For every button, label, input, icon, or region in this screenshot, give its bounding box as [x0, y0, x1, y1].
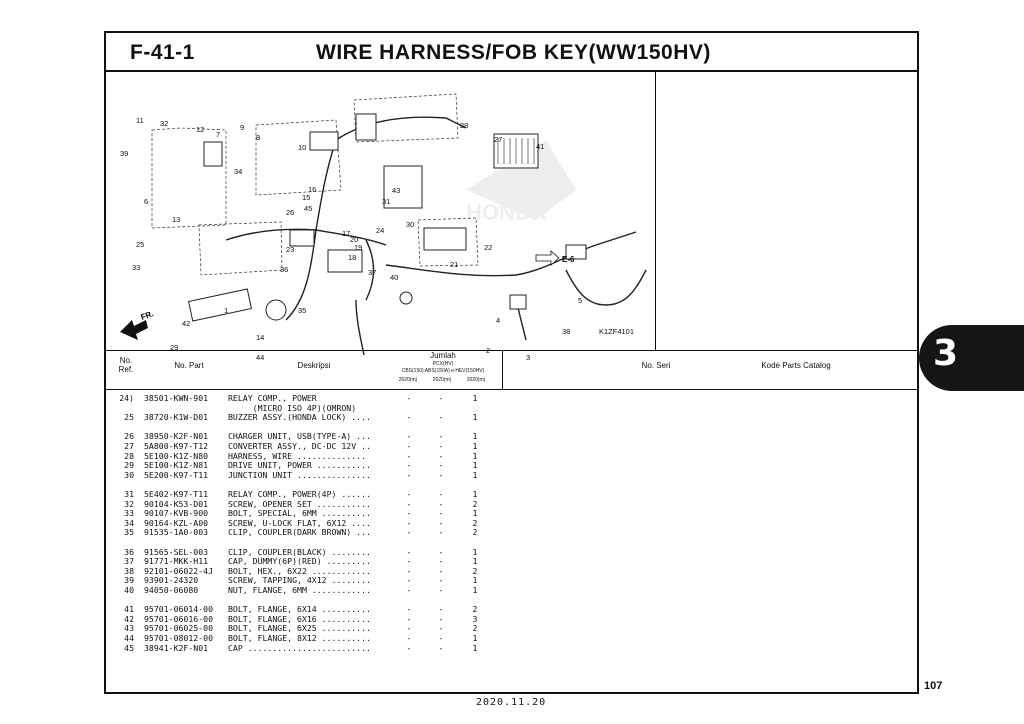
- parts-row: [106, 527, 917, 537]
- header-year-3: 2020(m): [466, 377, 486, 383]
- callout-35: 35: [298, 306, 307, 315]
- part-ref: 31: [124, 489, 134, 499]
- part-number: 94050-06080: [144, 585, 199, 595]
- part-description: RELAY COMP., POWER: [228, 393, 317, 403]
- qty-abs: -: [438, 508, 444, 519]
- qty-cbs: -: [406, 517, 412, 528]
- header-serial: No. Seri: [641, 361, 671, 370]
- part-description: CAP, DUMMY(6P)(RED) .........: [228, 556, 371, 567]
- callout-20: 20: [350, 235, 359, 244]
- part-number: 91771-MKK-H11: [144, 556, 209, 567]
- part-number: 38720-K1W-D01: [144, 412, 209, 423]
- callout-21: 21: [450, 260, 459, 269]
- callout-38: 38: [562, 327, 571, 336]
- parts-row: [106, 403, 917, 413]
- qty-hev: 2: [472, 604, 478, 615]
- qty-cbs: -: [406, 604, 412, 615]
- qty-abs: -: [438, 604, 444, 615]
- callout-2: 2: [486, 346, 491, 355]
- part-number: 95701-06016-00: [144, 613, 214, 624]
- part-number: 5E200-K97-T11: [144, 469, 209, 480]
- parts-table-header: [106, 350, 917, 390]
- part-description: BOLT, HEX., 6X22 ............: [228, 565, 371, 576]
- part-ref: 29: [124, 460, 134, 471]
- callout-34: 34: [234, 167, 243, 176]
- qty-hev: 1: [472, 441, 478, 451]
- part-ref: 27: [124, 441, 134, 451]
- fob-key-case: [310, 132, 338, 150]
- part-ref: 39: [124, 575, 134, 586]
- part-number: 91535-1A0-003: [144, 527, 209, 538]
- callout-7: 7: [216, 130, 221, 139]
- qty-hev: 1: [472, 460, 478, 471]
- part-ref: 36: [124, 546, 134, 557]
- part-ref: 38: [124, 565, 134, 576]
- part-ref: 42: [124, 613, 134, 624]
- qty-hev: 1: [472, 575, 478, 586]
- part-number: 92101-06022-4J: [144, 565, 214, 576]
- relay-7: [204, 142, 222, 166]
- part-ref: 43: [124, 623, 134, 634]
- header-qty-sub: PCX(HV): [432, 361, 454, 367]
- qty-abs: -: [438, 633, 444, 643]
- qty-cbs: -: [406, 450, 412, 461]
- part-ref: 25: [124, 412, 134, 423]
- parts-row: [106, 556, 917, 566]
- qty-cbs: -: [406, 393, 412, 403]
- callout-1: 1: [224, 306, 229, 315]
- qty-cbs: -: [406, 575, 412, 586]
- part-number: 93901-24320: [144, 575, 199, 586]
- diagram-code: K1ZF4101: [599, 327, 635, 336]
- callout-9: 9: [240, 123, 245, 132]
- parts-row: [106, 470, 917, 480]
- front-label: FR.: [139, 309, 155, 322]
- part-number: 90104-K53-D01: [144, 498, 209, 509]
- header-part: No. Part: [174, 361, 204, 370]
- section-tab-number: 3: [933, 333, 959, 374]
- part-description: SCREW, OPENER SET ...........: [228, 498, 371, 509]
- qty-hev: 1: [472, 469, 478, 480]
- parts-row: [106, 393, 917, 403]
- bracket-29: [189, 289, 252, 321]
- svg-text:HONDA: HONDA: [466, 200, 547, 225]
- part-description: BOLT, FLANGE, 6X16 ..........: [228, 613, 371, 624]
- parts-row: [106, 604, 917, 614]
- qty-cbs: -: [406, 585, 412, 595]
- qty-hev: 1: [472, 508, 478, 519]
- part-ref: 45: [124, 642, 134, 653]
- group-box-fob: [256, 120, 341, 195]
- callout-32: 32: [160, 119, 169, 128]
- callout-13: 13: [172, 215, 181, 224]
- part-description: JUNCTION UNIT ...............: [228, 469, 371, 480]
- callout-19: 19: [354, 243, 363, 252]
- part-ref: 37: [124, 556, 134, 567]
- part-ref: 28: [124, 450, 134, 461]
- part-description: BOLT, SPECIAL, 6MM ..........: [228, 508, 371, 519]
- connector-top: [356, 114, 376, 140]
- part-number: 38941-K2F-N01: [144, 642, 209, 653]
- callout-39: 39: [120, 149, 129, 158]
- qty-hev: 1: [472, 450, 478, 461]
- callout-45: 45: [304, 204, 313, 213]
- qty-abs: -: [438, 450, 444, 461]
- header-desc: Deskripsi: [297, 361, 331, 370]
- header-year-1: 2020(m): [398, 377, 418, 383]
- connector-40: [400, 292, 412, 304]
- callout-37: 37: [368, 268, 377, 277]
- qty-abs: -: [438, 393, 444, 403]
- part-number: 38501-KWN-901: [144, 393, 209, 403]
- callout-4: 4: [496, 316, 501, 325]
- qty-abs: -: [438, 460, 444, 471]
- qty-hev: 1: [472, 556, 478, 567]
- callout-18: 18: [348, 253, 357, 262]
- qty-cbs: -: [406, 565, 412, 576]
- callout-27: 27: [494, 135, 503, 144]
- qty-abs: -: [438, 642, 444, 653]
- qty-cbs: -: [406, 623, 412, 634]
- header-year-2: 2020(m): [432, 377, 452, 383]
- qty-cbs: -: [406, 498, 412, 509]
- qty-hev: 3: [472, 613, 478, 624]
- qty-cbs: -: [406, 546, 412, 557]
- part-ref: 41: [124, 604, 134, 615]
- part-ref: 24): [119, 393, 134, 403]
- parts-row: [106, 547, 917, 557]
- part-number: 90107-KVB-900: [144, 508, 209, 519]
- qty-hev: 1: [472, 412, 478, 423]
- part-ref: 26: [124, 431, 134, 442]
- part-ref: 33: [124, 508, 134, 519]
- callout-44: 44: [256, 353, 265, 362]
- header-ref: No. Ref.: [118, 356, 134, 374]
- qty-cbs: -: [406, 613, 412, 624]
- callout-26: 26: [286, 208, 295, 217]
- callout-10: 10: [298, 143, 307, 152]
- qty-hev: 1: [472, 633, 478, 643]
- qty-abs: -: [438, 565, 444, 576]
- figure-id: F-41-1: [130, 41, 195, 64]
- title-row: [106, 33, 917, 72]
- qty-cbs: -: [406, 489, 412, 499]
- blank-panel: [656, 70, 917, 350]
- callout-40: 40: [390, 273, 399, 282]
- parts-row: [106, 441, 917, 451]
- qty-abs: -: [438, 489, 444, 499]
- qty-cbs: -: [406, 642, 412, 653]
- callout-17: 17: [342, 229, 351, 238]
- callout-36: 36: [280, 265, 289, 274]
- parts-row: [106, 518, 917, 528]
- part-number: 95701-06014-00: [144, 604, 214, 615]
- parts-row: [106, 451, 917, 461]
- qty-hev: 1: [472, 431, 478, 442]
- part-description: CLIP, COUPLER(DARK BROWN) ...: [228, 527, 371, 538]
- parts-row: [106, 566, 917, 576]
- qty-hev: 1: [472, 546, 478, 557]
- part-ref: 35: [124, 527, 134, 538]
- callout-24: 24: [376, 226, 385, 235]
- header-qty-variants: CBS(150) ABS(150A) e:HEV(150HV): [401, 368, 485, 374]
- connector-4: [510, 295, 526, 309]
- parts-row: [106, 575, 917, 585]
- callout-22: 22: [484, 243, 493, 252]
- callout-29: 29: [170, 343, 179, 352]
- front-direction-arrow: [120, 309, 155, 340]
- qty-abs: -: [438, 585, 444, 595]
- qty-cbs: -: [406, 460, 412, 471]
- qty-abs: -: [438, 527, 444, 538]
- group-box-lower: [199, 222, 282, 275]
- part-description: CAP .........................: [228, 642, 371, 653]
- part-number: 5A800-K97-T12: [144, 441, 209, 451]
- page-number: 107: [924, 680, 943, 692]
- qty-abs: -: [438, 556, 444, 567]
- relay-comp: [424, 228, 466, 250]
- qty-cbs: -: [406, 633, 412, 643]
- part-number: 5E100-K1Z-N80: [144, 450, 209, 461]
- qty-abs: -: [438, 613, 444, 624]
- callout-25: 25: [136, 240, 145, 249]
- parts-row: [106, 499, 917, 509]
- parts-row: [106, 633, 917, 643]
- part-description: RELAY COMP., POWER(4P) ......: [228, 489, 371, 499]
- part-number: 5E402-K97-T11: [144, 489, 209, 499]
- callout-11: 11: [136, 116, 144, 125]
- part-ref: 44: [124, 633, 134, 643]
- part-description: BUZZER ASSY.(HONDA LOCK) ....: [228, 412, 371, 423]
- print-date: 2020.11.20: [476, 697, 547, 708]
- qty-hev: 2: [472, 498, 478, 509]
- part-description: BOLT, FLANGE, 8X12 ..........: [228, 633, 371, 643]
- part-description: BOLT, FLANGE, 6X25 ..........: [228, 623, 371, 634]
- part-ref: 34: [124, 517, 134, 528]
- e6-label: E-6: [562, 255, 575, 264]
- buzzer-14: [266, 300, 286, 320]
- part-number: 90164-KZL-A00: [144, 517, 209, 528]
- qty-cbs: -: [406, 469, 412, 480]
- qty-hev: 2: [472, 527, 478, 538]
- drive-unit: [328, 250, 362, 272]
- callout-30: 30: [406, 220, 415, 229]
- part-description: NUT, FLANGE, 6MM ............: [228, 585, 371, 595]
- qty-hev: 1: [472, 393, 478, 403]
- part-description: CLIP, COUPLER(BLACK) ........: [228, 546, 371, 557]
- header-catalog: Kode Parts Catalog: [761, 361, 831, 370]
- part-description: BOLT, FLANGE, 6X14 ..........: [228, 604, 371, 615]
- callout-41: 41: [536, 142, 545, 151]
- parts-row: [106, 431, 917, 441]
- part-description: DRIVE UNIT, POWER ...........: [228, 460, 371, 471]
- parts-row: [106, 585, 917, 595]
- parts-row: [106, 460, 917, 470]
- parts-row: [106, 489, 917, 499]
- part-description: SCREW, TAPPING, 4X12 ........: [228, 575, 371, 586]
- harness-bottom: [356, 300, 364, 355]
- qty-abs: -: [438, 623, 444, 634]
- qty-abs: -: [438, 441, 444, 451]
- part-number: 95701-08012-00: [144, 633, 214, 643]
- qty-cbs: -: [406, 412, 412, 423]
- qty-cbs: -: [406, 431, 412, 442]
- qty-abs: -: [438, 546, 444, 557]
- callout-43: 43: [392, 186, 401, 195]
- part-ref: 40: [124, 585, 134, 595]
- qty-hev: 1: [472, 489, 478, 499]
- qty-abs: -: [438, 469, 444, 480]
- callout-5: 5: [578, 296, 583, 305]
- part-description: CONVERTER ASSY., DC-DC 12V ..: [228, 441, 371, 451]
- part-description: SCREW, U-LOCK FLAT, 6X12 ....: [228, 517, 371, 528]
- callout-28: 28: [460, 121, 469, 130]
- callout-6: 6: [144, 197, 149, 206]
- part-ref: 32: [124, 498, 134, 509]
- qty-abs: -: [438, 498, 444, 509]
- qty-hev: 1: [472, 642, 478, 653]
- parts-row: [106, 643, 917, 653]
- part-number: 95701-06025-00: [144, 623, 214, 634]
- usb-charger: [290, 230, 314, 246]
- part-description: (MICRO ISO 4P)(OMRON): [228, 402, 357, 413]
- catalog-page-frame: [104, 31, 919, 694]
- part-description: HARNESS, WIRE ..............: [228, 450, 367, 461]
- parts-row: [106, 508, 917, 518]
- callout-15: 15: [302, 193, 311, 202]
- qty-hev: 2: [472, 565, 478, 576]
- qty-hev: 2: [472, 517, 478, 528]
- qty-abs: -: [438, 517, 444, 528]
- header-qty: Jumlah: [430, 351, 456, 360]
- part-number: 5E100-K1Z-N81: [144, 460, 209, 471]
- qty-cbs: -: [406, 441, 412, 451]
- figure-title: WIRE HARNESS/FOB KEY(WW150HV): [316, 41, 711, 64]
- section-tab: [919, 325, 1024, 391]
- callout-42: 42: [182, 319, 191, 328]
- parts-row: [106, 614, 917, 624]
- qty-abs: -: [438, 431, 444, 442]
- qty-abs: -: [438, 575, 444, 586]
- callout-3: 3: [526, 353, 531, 362]
- part-number: 91565-SEL-003: [144, 546, 209, 557]
- callout-12: 12: [196, 125, 205, 134]
- part-description: CHARGER UNIT, USB(TYPE-A) ...: [228, 431, 371, 442]
- part-number: 38950-K2F-N01: [144, 431, 209, 442]
- parts-row: [106, 412, 917, 422]
- qty-hev: 2: [472, 623, 478, 634]
- qty-cbs: -: [406, 527, 412, 538]
- callout-16: 16: [308, 185, 317, 194]
- qty-cbs: -: [406, 556, 412, 567]
- callout-8: 8: [256, 133, 261, 142]
- callout-33: 33: [132, 263, 141, 272]
- callout-23: 23: [286, 245, 295, 254]
- part-ref: 30: [124, 469, 134, 480]
- qty-hev: 1: [472, 585, 478, 595]
- callout-14: 14: [256, 333, 265, 342]
- parts-row: [106, 623, 917, 633]
- qty-cbs: -: [406, 508, 412, 519]
- qty-abs: -: [438, 412, 444, 423]
- callout-31: 31: [382, 197, 391, 206]
